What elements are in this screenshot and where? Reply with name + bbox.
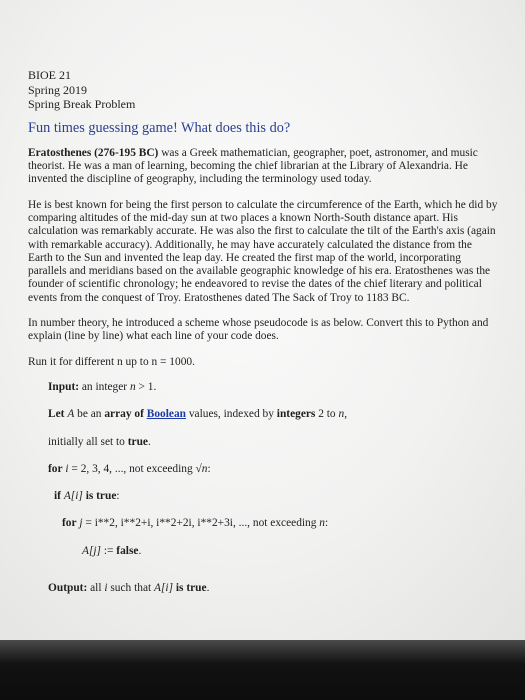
course-code: BIOE 21 — [28, 68, 71, 82]
integers-word: integers — [276, 408, 316, 421]
boolean-link[interactable]: Boolean — [146, 408, 186, 421]
values-text: values, indexed by — [185, 408, 277, 421]
if-keyword: if — [54, 490, 61, 503]
input-tail: > 1. — [135, 380, 157, 393]
output-is-true: is true — [175, 582, 207, 595]
pseudo-for-j-line — [62, 517, 498, 530]
n-var: n — [338, 408, 345, 421]
assign-op: := — [101, 544, 117, 557]
for-keyword: for — [48, 462, 63, 475]
colon: : — [207, 462, 211, 475]
pseudo-if-line — [54, 490, 498, 503]
output-text: all — [87, 582, 105, 595]
header-block — [28, 68, 498, 112]
pseudo-output-line — [48, 582, 498, 595]
output-condition: A[i] — [154, 582, 174, 595]
let-mid: be an — [74, 408, 105, 421]
pseudo-assign-line — [82, 545, 498, 558]
for-keyword: for — [62, 517, 77, 530]
j-sequence: = i**2, i**2+i, i**2+2i, i**2+3i, ..., not exceeding — [82, 517, 320, 530]
to-n: 2 to — [315, 408, 339, 421]
colon: : — [325, 517, 329, 530]
problem-title: Spring Break Problem — [28, 97, 136, 111]
pseudo-input-line — [48, 381, 498, 394]
pseudo-for-i-line — [48, 463, 498, 476]
comma: , — [344, 408, 348, 421]
pseudo-let-line — [48, 408, 498, 421]
achievements-paragraph: He is best known for being the first person to calculate the circumference of the Earth, which he did by comparing altitudes of the mid-day sun at two places a known North-South distance apart. His calculation was remarkably accurate. He was also the first to calculate the tilt of the Earth's axis (again with remarkable accuracy). Additionally, he may have accurately calculated the distance from the Earth to the Sun and invented the leap day. He created the first map of the world, incorporating parallels and meridians based on the available geographic knowledge of his era. Eratosthenes was the founder of scientific chronology; he endeavored to revise the dates of the chief literary and political events from the conquest of Troy. Eratosthenes dated The Sack of Troy to 1183 BC. — [28, 198, 498, 304]
output-mid: such that — [107, 582, 155, 595]
if-condition: A[i] — [63, 490, 83, 503]
period: . — [138, 544, 142, 557]
true-word: true — [127, 435, 148, 448]
assign-lhs: A[j] — [82, 544, 101, 557]
pseudo-init-line — [48, 436, 498, 449]
period: . — [206, 582, 210, 595]
document-body — [28, 68, 498, 595]
bio-paragraph — [28, 147, 498, 187]
task-paragraph: In number theory, he introduced a scheme whose pseudocode is as below. Convert this to Python and explain (line by line) what each line of your code does. — [28, 317, 489, 343]
is-true: is true — [85, 490, 117, 503]
i-var: i — [65, 462, 69, 475]
let-var: A — [67, 408, 75, 421]
output-i: i — [104, 582, 108, 595]
bio-text: was a Greek mathematician, geographer, poet, astronomer, and music theorist. He was a man of learning, becoming the chief librarian at the Library of Alexandria. He invented the discipline of geography, including the terminology used today. — [28, 146, 478, 186]
let-keyword: Let — [48, 408, 65, 421]
run-instruction: Run it for different n up to n = 1000. — [28, 355, 195, 368]
input-var: n — [129, 380, 136, 393]
array-of: array of — [104, 408, 144, 421]
name-dates: Eratosthenes (276-195 BC) — [28, 146, 159, 159]
input-text: an integer — [79, 380, 130, 393]
game-heading: Fun times guessing game! What does this do? — [28, 119, 291, 136]
sqrt-n: √n — [195, 462, 208, 475]
n-var: n — [319, 517, 325, 530]
for-range: = 2, 3, 4, ..., not exceeding — [68, 462, 196, 475]
j-var: j — [79, 517, 83, 530]
false-word: false — [116, 544, 139, 557]
colon: : — [116, 490, 120, 503]
term: Spring 2019 — [28, 82, 88, 97]
initially-text: initially all set to — [48, 435, 128, 448]
output-label: Output: — [48, 582, 88, 595]
desk-shadow — [0, 640, 525, 700]
period: . — [147, 435, 151, 448]
input-label: Input: — [48, 380, 80, 393]
pseudocode-block — [48, 381, 498, 595]
